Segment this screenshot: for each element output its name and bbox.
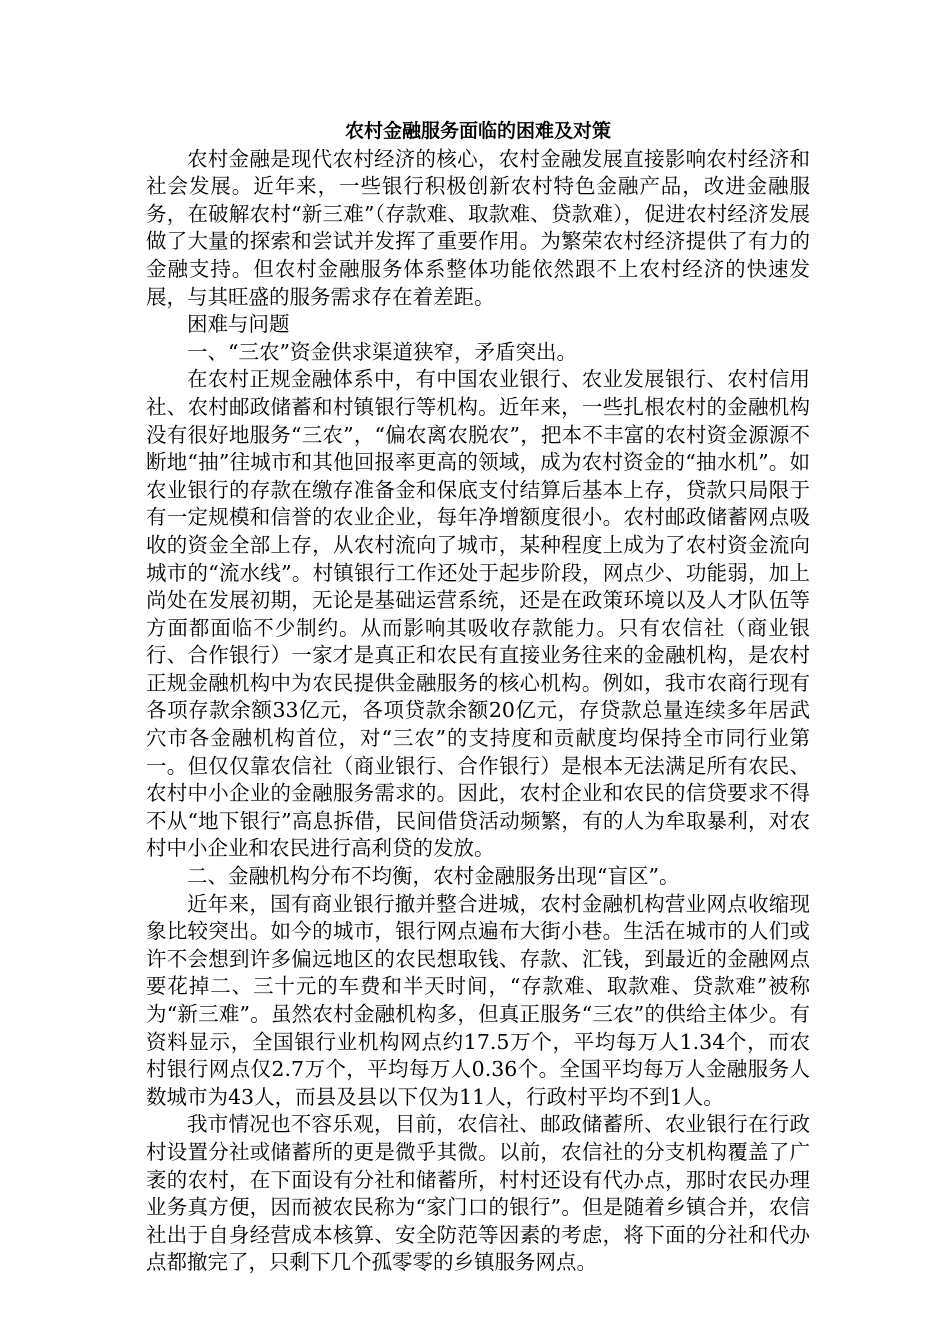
section-heading-difficulties: 困难与问题 bbox=[187, 312, 290, 337]
paragraph-bank-outlets: 近年来，国有商业银行撤并整合进城，农村金融机构营业网点收缩现象比较突出。如今的城市，银行网点遍布大街小巷。生活在城市的人们或许不会想到许多偏远地区的农民想取钱、存款、汇钱，到最近的金融网点要花掉二、三十元的车费和半天时间，“存款难、取款难、贷款难”被称为“新三难”。虽然农村金融机构多，但真正服务“三农”的供给主体少。有资料显示，全国银行业机构网点约17.5万个，平均每万人1.34个，而农村银行网点仅2.7万个，平均每万人0.36个。全国平均每万人金融服务人数城市为43人，而县及县以下仅为11人，行政村平均不到1人。 bbox=[146, 891, 810, 1109]
paragraph-local-situation: 我市情况也不容乐观，目前，农信社、邮政储蓄所、农业银行在行政村设置分社或储蓄所的更是微乎其微。以前，农信社的分支机构覆盖了广袤的农村，在下面设有分社和储蓄所，村村还设有代办点，那时农民办理业务真方便，因而被农民称为“家门口的银行”。但是随着乡镇合并，农信社出于自身经营成本核算、安全防范等因素的考虑，将下面的分社和代办点都撤完了，只剩下几个孤零零的乡镇服务网点。 bbox=[146, 1112, 810, 1275]
subheading-one: 一、“三农”资金供求渠道狭窄，矛盾突出。 bbox=[187, 339, 577, 364]
document-page bbox=[146, 118, 810, 1277]
paragraph-intro: 农村金融是现代农村经济的核心，农村金融发展直接影响农村经济和社会发展。近年来，一些银行积极创新农村特色金融产品，改进金融服务，在破解农村“新三难”（存款难、取款难、贷款难），促进农村经济发展做了大量的探索和尝试并发挥了重要作用。为繁荣农村经济提供了有力的金融支持。但农村金融服务体系整体功能依然跟不上农村经济的快速发展，与其旺盛的服务需求存在着差距。 bbox=[146, 146, 810, 309]
document-title: 农村金融服务面临的困难及对策 bbox=[344, 120, 611, 142]
subheading-two: 二、金融机构分布不均衡，农村金融服务出现“盲区”。 bbox=[187, 864, 680, 889]
paragraph-rural-finance-system: 在农村正规金融体系中，有中国农业银行、农业发展银行、农村信用社、农村邮政储蓄和村镇银行等机构。近年来，一些扎根农村的金融机构没有很好地服务“三农”，“偏农离农脱农”，把本不丰富的农村资金源源不断地“抽”往城市和其他回报率更高的领域，成为农村资金的“抽水机”。如农业银行的存款在缴存准备金和保底支付结算后基本上存，贷款只局限于有一定规模和信誉的农业企业，每年净增额度很小。农村邮政储蓄网点吸收的资金全部上存，从农村流向了城市，某种程度上成为了农村资金流向城市的“流水线”。村镇银行工作还处于起步阶段，网点少、功能弱，加上尚处在发展初期，无论是基础运营系统，还是在政策环境以及人才队伍等方面都面临不少制约。从而影响其吸收存款能力。只有农信社（商业银行、合作银行）一家才是真正和农民有直接业务往来的金融机构，是农村正规金融机构中为农民提供金融服务的核心机构。例如，我市农商行现有各项存款余额33亿元，各项贷款余额20亿元，存贷款总量连续多年居武穴市各金融机构首位，对“三农”的支持度和贡献度均保持全市同行业第一。但仅仅靠农信社（商业银行、合作银行）是根本无法满足所有农民、农村中小企业的金融服务需求的。因此，农村企业和农民的信贷要求不得不从“地下银行”高息拆借，民间借贷活动频繁，有的人为牟取暴利，对农村中小企业和农民进行高利贷的发放。 bbox=[146, 367, 810, 861]
